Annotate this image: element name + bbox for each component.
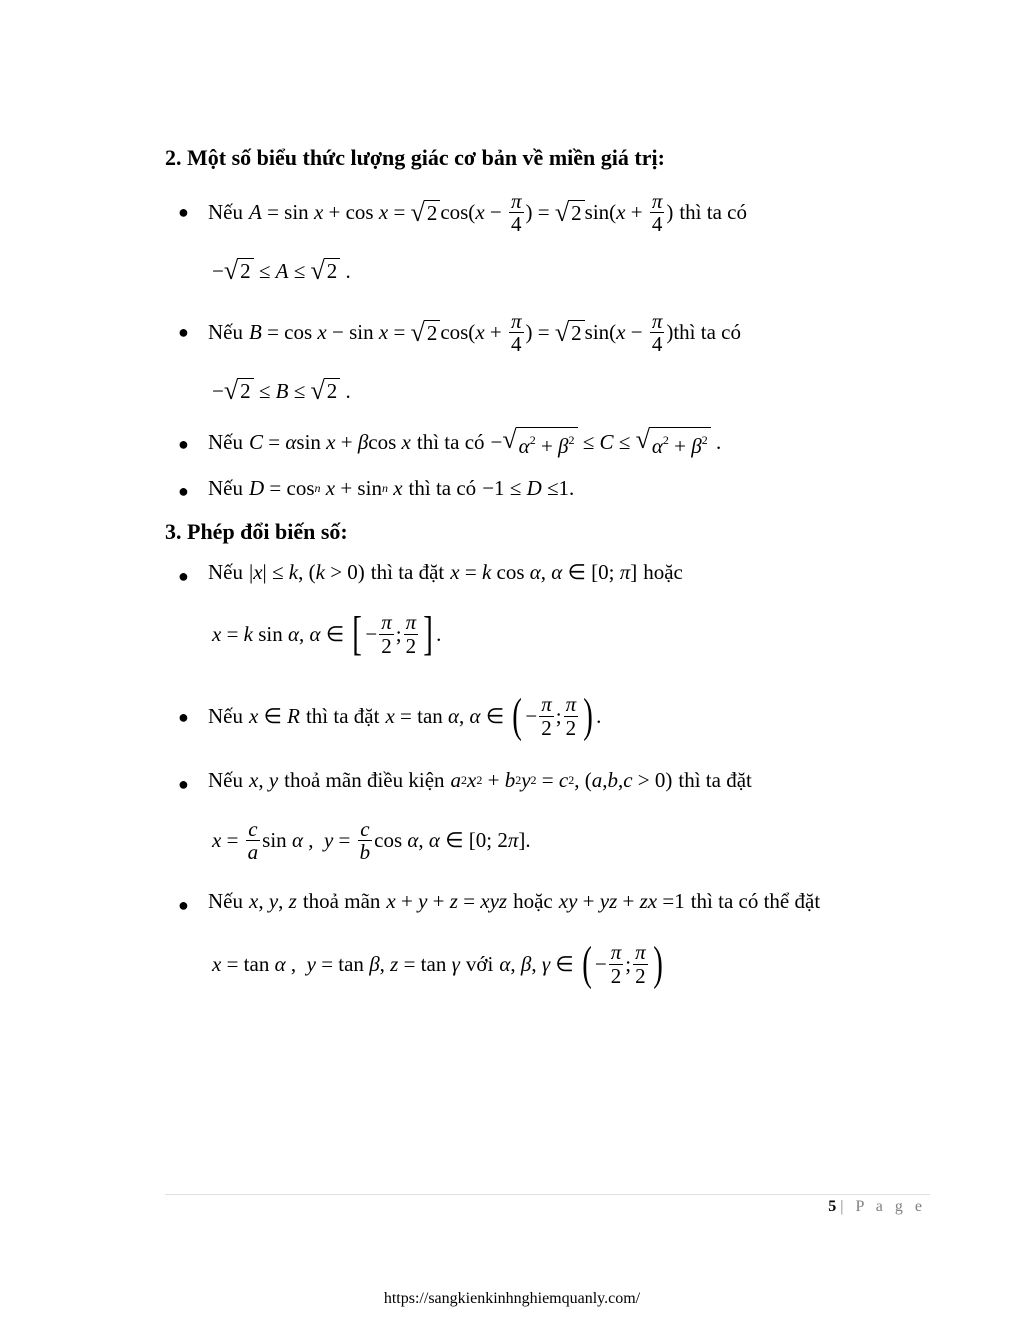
- bullet-icon: ●: [178, 566, 189, 586]
- page-number-value: 5: [828, 1198, 837, 1215]
- word-neu: Nếu: [208, 430, 243, 454]
- word-thi-ta-co: thì ta có: [416, 430, 485, 454]
- page-label: | P a g e: [840, 1198, 926, 1215]
- word-neu: Nếu: [208, 889, 243, 913]
- substitution-xyz-values-line: x = tan α , y = tan β , z = tan γ với α , β , γ ∈ ( − $\frac{\pi}{2}$ ; $\frac{\pi}{2}$ ): [212, 937, 663, 990]
- substitution-sin-line: x = k sin α , α ∈ [ − $\frac{\pi}{2}$ ; $\frac{\pi}{2}$ ] .: [212, 607, 442, 660]
- substitution-ellipse-line: Nếu x , y thoả mãn điều kiện a 2 x 2 + b 2 y 2 = c 2 , ( a , b , c > 0) thì ta đặt: [208, 768, 752, 792]
- word-thi-ta-co-the-dat: thì ta có thể đặt: [690, 889, 821, 913]
- substitution-abs-line: Nếu | x | ≤ k , ( k > 0) thì ta đặt x = k cos α , α ∈ [0; π ] hoặc: [208, 560, 683, 584]
- word-neu: Nếu: [208, 560, 243, 584]
- word-neu: Nếu: [208, 476, 243, 500]
- word-thi-ta-dat: thì ta đặt: [370, 560, 445, 584]
- word-thi-ta-co: thì ta có: [673, 320, 741, 345]
- word-thi-ta-dat: thì ta đặt: [305, 703, 380, 728]
- word-thi-ta-dat: thì ta đặt: [678, 768, 752, 792]
- bullet-icon: ●: [178, 895, 189, 915]
- formula-b-line: Nếu B = cos x − sin x = √ 2 cos( x + $\frac{\pi}{4}$ ) = √ 2 sin( x − $\frac{\pi}{4}$ ) thì ta có: [208, 309, 741, 357]
- section-2-heading: 2. Một số biểu thức lượng giác cơ bản về miền giá trị:: [165, 145, 665, 170]
- word-neu: Nếu: [208, 320, 243, 345]
- word-neu: Nếu: [208, 703, 243, 728]
- section-3-heading: 3. Phép đổi biến số:: [165, 519, 348, 544]
- bullet-icon: ●: [178, 202, 189, 222]
- bullet-icon: ●: [178, 481, 189, 501]
- word-thi-ta-co: thì ta có: [408, 476, 477, 500]
- word-thoa-man-dieu-kien: thoả mãn điều kiện: [284, 768, 445, 792]
- range-b-line: − √ 2 ≤ B ≤ √ 2 .: [212, 376, 351, 405]
- page-number: [828, 1198, 926, 1216]
- formula-d-line: Nếu D = cos n x + sin n x thì ta có −1 ≤ D ≤1.: [208, 476, 575, 500]
- bullet-icon: ●: [178, 322, 189, 342]
- bullet-icon: ●: [178, 774, 189, 794]
- source-url[interactable]: https://sangkienkinhnghiemquanly.com/: [383, 1290, 641, 1307]
- word-hoac: hoặc: [513, 889, 553, 913]
- word-neu: Nếu: [208, 768, 243, 792]
- bullet-icon: ●: [178, 707, 189, 727]
- word-thoa-man: thoả mãn: [302, 889, 381, 913]
- range-a-line: − √ 2 ≤ A ≤ √ 2 .: [212, 256, 351, 285]
- word-voi: với: [465, 951, 494, 976]
- substitution-xyz-line: Nếu x , y , z thoả mãn x + y + z = xyz hoặc xy + yz + zx =1 thì ta có thể đặt: [208, 889, 821, 913]
- substitution-ellipse-values-line: x = $\frac{c}{a}$ sin α , y = $\frac{c}{b}$ cos α , α ∈ [0; 2 π ].: [212, 817, 531, 865]
- footer-divider: [165, 1194, 930, 1195]
- bullet-icon: ●: [178, 434, 189, 454]
- word-hoac: hoặc: [643, 560, 683, 584]
- substitution-tan-line: Nếu x ∈ R thì ta đặt x = tan α , α ∈ ( − $\frac{\pi}{2}$ ; $\frac{\pi}{2}$ ) .: [208, 689, 602, 742]
- formula-c-line: Nếu C = α sin x + β cos x thì ta có − √ $\alpha^2 + \beta^2$ ≤ C ≤ √ $\alpha^2 + \beta^2$ .: [208, 425, 722, 458]
- word-neu: Nếu: [208, 200, 243, 225]
- word-thi-ta-co: thì ta có: [679, 200, 747, 225]
- formula-a-line: Nếu A = sin x + cos x = √ 2 cos( x − $\frac{\pi}{4}$ ) = √ 2 sin( x + $\frac{\pi}{4}$ ) thì ta có: [208, 189, 747, 237]
